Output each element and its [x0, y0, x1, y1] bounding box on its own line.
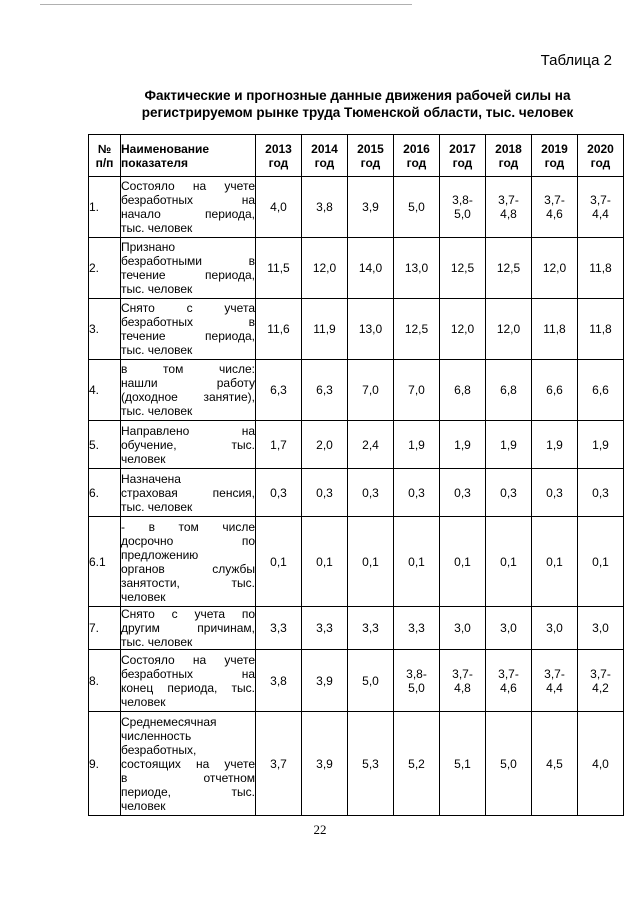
header-year-unit: год: [590, 155, 611, 170]
value-cell: [486, 469, 532, 517]
value-text: 1,9: [500, 437, 517, 452]
value-cell: [440, 299, 486, 360]
value-text: 0,1: [362, 554, 379, 569]
value-cell: [394, 650, 440, 712]
indicator-name: [121, 469, 256, 517]
header-year: [302, 135, 348, 177]
row-number: 9.: [89, 712, 121, 816]
value-cell: [394, 469, 440, 517]
value-text: 3,0: [500, 621, 517, 635]
value-cell: [302, 360, 348, 421]
value-text: 13,0: [404, 261, 429, 275]
value-cell: [532, 238, 578, 299]
value-text: 3,3: [316, 621, 333, 635]
indicator-name: [121, 607, 256, 650]
value-cell: [440, 469, 486, 517]
value-cell: [578, 712, 624, 816]
value-text: 5,0: [408, 200, 425, 214]
value-cell: [578, 177, 624, 238]
value-cell: [578, 469, 624, 517]
header-year-value: 2018: [495, 141, 522, 156]
indicator-name: [121, 177, 256, 238]
table-row: [89, 650, 624, 712]
indicator-name-line: Снято с учета по: [121, 607, 255, 621]
value-cell: [348, 712, 394, 816]
indicator-name-line: - в том числе: [121, 519, 255, 534]
header-year: [256, 135, 302, 177]
value-cell: [486, 360, 532, 421]
value-text: 6,6: [546, 383, 563, 397]
header-year-unit: год: [544, 155, 565, 170]
value-cell: [532, 177, 578, 238]
value-text: 1,7: [270, 437, 287, 452]
value-cell: [532, 607, 578, 650]
indicator-name-line: тыс. человек: [121, 404, 193, 418]
value-cell: [256, 650, 302, 712]
indicator-name-line: органов службы: [121, 561, 255, 576]
table-row: [89, 517, 624, 607]
value-cell: [348, 177, 394, 238]
header-row: [89, 135, 624, 177]
value-text: 3,7-: [590, 193, 611, 207]
indicator-name-line: Направлено на: [121, 423, 255, 438]
value-text: 1,9: [454, 437, 471, 452]
value-text: 0,1: [500, 554, 517, 569]
value-cell: [302, 177, 348, 238]
value-text: 4,4: [592, 207, 609, 221]
value-cell: [440, 607, 486, 650]
value-text: 12,0: [542, 261, 567, 275]
value-text: 2,4: [362, 437, 379, 452]
value-text: 11,8: [589, 322, 612, 336]
value-text: 3,9: [362, 200, 379, 214]
value-text: 12,0: [496, 322, 521, 336]
value-cell: [532, 712, 578, 816]
row-number: 3.: [89, 299, 121, 360]
value-cell: [486, 712, 532, 816]
value-text: 11,6: [267, 322, 290, 336]
indicator-name-line: человек: [121, 694, 166, 709]
top-rule: [40, 4, 412, 5]
value-text: 4,6: [500, 680, 517, 695]
value-text: 1,9: [408, 437, 425, 452]
value-text: 3,7-: [544, 193, 565, 207]
value-text: 0,3: [546, 485, 563, 500]
indicator-name: [121, 712, 256, 816]
indicator-name: [121, 517, 256, 607]
header-year-value: 2014: [311, 141, 338, 156]
value-cell: [440, 517, 486, 607]
row-number: 6.: [89, 469, 121, 517]
header-year-unit: год: [498, 155, 519, 170]
value-text: 3,8: [270, 673, 287, 688]
value-cell: [348, 421, 394, 469]
indicator-name-line: в том числе:: [121, 362, 255, 376]
indicator-name-line: периоде, тыс.: [121, 784, 255, 799]
header-year-unit: год: [314, 155, 335, 170]
indicator-name-line: тыс. человек: [121, 343, 193, 357]
value-cell: [578, 238, 624, 299]
value-cell: [532, 299, 578, 360]
value-cell: [440, 238, 486, 299]
value-cell: [486, 650, 532, 712]
header-year-value: 2016: [403, 141, 430, 156]
indicator-name-line: безработными в: [121, 254, 255, 268]
indicator-name-line: страховая пенсия,: [121, 485, 255, 500]
indicator-name-line: нашли работу: [121, 376, 255, 390]
value-cell: [486, 421, 532, 469]
indicator-name-line: Назначена: [121, 471, 181, 486]
indicator-name: [121, 360, 256, 421]
value-text: 4,0: [270, 200, 287, 214]
value-text: 4,8: [454, 680, 471, 695]
indicator-name-line: обучение, тыс.: [121, 437, 255, 452]
table-row: [89, 238, 624, 299]
value-cell: [440, 177, 486, 238]
header-year: [532, 135, 578, 177]
value-text: 0,3: [408, 485, 425, 500]
header-year: [440, 135, 486, 177]
header-year-value: 2020: [587, 141, 614, 156]
value-text: 3,8-: [452, 193, 473, 207]
indicator-name-line: другим причинам,: [121, 621, 255, 635]
indicator-name-line: человек: [121, 798, 166, 813]
value-cell: [440, 421, 486, 469]
value-text: 12,5: [450, 261, 475, 275]
value-cell: [256, 238, 302, 299]
value-cell: [532, 421, 578, 469]
value-text: 0,1: [454, 554, 471, 569]
value-text: 0,3: [454, 485, 471, 500]
value-text: 4,2: [592, 680, 609, 695]
value-text: 4,4: [546, 680, 563, 695]
table-title: Фактические и прогнозные данные движения рабочей силы на регистрируемом рынке труда Тюменской области, тыс. человек: [141, 88, 574, 120]
header-name: [121, 135, 256, 177]
value-cell: [394, 238, 440, 299]
indicator-name-line: тыс. человек: [121, 221, 193, 235]
value-cell: [486, 177, 532, 238]
value-cell: [302, 650, 348, 712]
header-year-value: 2015: [357, 141, 384, 156]
indicator-name-line: Состояло на учете: [121, 652, 255, 667]
table-row: [89, 607, 624, 650]
value-cell: [486, 517, 532, 607]
value-cell: [256, 421, 302, 469]
table-caption: Таблица 2: [540, 52, 612, 69]
indicator-name: [121, 650, 256, 712]
value-cell: [394, 299, 440, 360]
value-text: 0,3: [316, 485, 333, 500]
value-cell: [394, 421, 440, 469]
value-text: 11,9: [313, 322, 336, 336]
value-text: 3,8-: [406, 666, 427, 681]
value-text: 4,8: [500, 207, 517, 221]
value-cell: [394, 517, 440, 607]
value-text: 3,7-: [498, 193, 519, 207]
value-text: 6,6: [592, 383, 609, 397]
header-year: [486, 135, 532, 177]
value-cell: [532, 650, 578, 712]
table-body: [89, 177, 624, 816]
value-text: 0,1: [316, 554, 333, 569]
value-cell: [348, 517, 394, 607]
value-text: 12,5: [404, 322, 429, 336]
value-cell: [348, 299, 394, 360]
value-cell: [394, 607, 440, 650]
indicator-name-line: человек: [121, 451, 166, 466]
value-cell: [348, 360, 394, 421]
row-number: 4.: [89, 360, 121, 421]
value-text: 3,7-: [544, 666, 565, 681]
value-cell: [348, 650, 394, 712]
value-text: 3,8: [316, 200, 333, 214]
row-number: 7.: [89, 607, 121, 650]
value-text: 6,8: [454, 383, 471, 397]
table-row: [89, 421, 624, 469]
value-text: 1,9: [546, 437, 563, 452]
value-text: 0,1: [546, 554, 563, 569]
value-cell: [348, 607, 394, 650]
value-text: 0,1: [408, 554, 425, 569]
table-row: [89, 177, 624, 238]
value-cell: [578, 650, 624, 712]
value-text: 13,0: [358, 322, 383, 336]
value-text: 3,7-: [498, 666, 519, 681]
value-cell: [486, 607, 532, 650]
value-cell: [348, 469, 394, 517]
indicator-name-line: начало периода,: [121, 207, 255, 221]
header-year: [348, 135, 394, 177]
row-number: 1.: [89, 177, 121, 238]
header-num-line: п/п: [95, 155, 114, 170]
indicator-name-line: в отчетном: [121, 770, 255, 785]
header-year-value: 2017: [449, 141, 476, 156]
indicator-name-line: тыс. человек: [121, 282, 193, 296]
value-cell: [256, 712, 302, 816]
value-cell: [348, 238, 394, 299]
value-text: 5,1: [454, 756, 471, 771]
value-text: 5,0: [408, 680, 425, 695]
indicator-name-line: тыс. человек: [121, 499, 193, 514]
value-text: 3,0: [592, 621, 609, 635]
value-text: 5,2: [408, 756, 425, 771]
indicator-name: [121, 299, 256, 360]
value-text: 2,0: [316, 437, 333, 452]
indicator-name-line: численность: [121, 728, 192, 743]
value-text: 5,3: [362, 756, 379, 771]
page-number: 22: [313, 822, 327, 837]
value-cell: [440, 650, 486, 712]
value-text: 6,3: [270, 383, 287, 397]
value-text: 11,8: [589, 261, 612, 275]
table-row: [89, 469, 624, 517]
value-text: 3,3: [408, 621, 425, 635]
value-cell: [578, 607, 624, 650]
value-cell: [302, 421, 348, 469]
indicator-name-line: (доходное занятие),: [121, 390, 255, 404]
indicator-name-line: Признано: [121, 240, 176, 254]
value-text: 12,0: [450, 322, 475, 336]
value-text: 3,9: [316, 756, 333, 771]
row-number: 6.1: [89, 517, 121, 607]
header-year-value: 2013: [265, 141, 292, 156]
indicator-name-line: Состояло на учете: [121, 179, 255, 193]
indicator-name-line: конец периода, тыс.: [121, 680, 255, 695]
value-cell: [440, 360, 486, 421]
value-cell: [302, 607, 348, 650]
indicator-name-line: безработных в: [121, 315, 255, 329]
value-cell: [486, 299, 532, 360]
header-num: [89, 135, 121, 177]
value-cell: [532, 517, 578, 607]
value-cell: [302, 299, 348, 360]
value-text: 4,5: [546, 756, 563, 771]
table-row: [89, 299, 624, 360]
value-text: 0,3: [362, 485, 379, 500]
value-text: 5,0: [500, 756, 517, 771]
value-cell: [256, 360, 302, 421]
value-text: 3,7-: [452, 666, 473, 681]
value-cell: [578, 299, 624, 360]
row-number: 5.: [89, 421, 121, 469]
indicator-name-line: предложению: [121, 547, 199, 562]
value-cell: [440, 712, 486, 816]
indicator-name-line: тыс. человек: [121, 635, 193, 649]
value-cell: [394, 360, 440, 421]
value-cell: [302, 238, 348, 299]
header-year: [394, 135, 440, 177]
value-cell: [578, 517, 624, 607]
header-num-line: №: [97, 141, 112, 156]
value-text: 0,1: [592, 554, 609, 569]
header-year-value: 2019: [541, 141, 568, 156]
indicator-name-line: течение периода,: [121, 268, 255, 282]
value-cell: [578, 421, 624, 469]
value-cell: [302, 517, 348, 607]
row-number: 2.: [89, 238, 121, 299]
value-text: 0,1: [270, 554, 287, 569]
value-text: 3,9: [316, 673, 333, 688]
indicator-name-line: досрочно по: [121, 533, 255, 548]
value-text: 3,0: [546, 621, 563, 635]
value-cell: [256, 607, 302, 650]
value-text: 12,5: [496, 261, 521, 275]
value-text: 3,3: [270, 621, 287, 635]
value-cell: [256, 299, 302, 360]
value-text: 14,0: [358, 261, 383, 275]
header-year: [578, 135, 624, 177]
header-name-line: показателя: [121, 155, 189, 170]
value-text: 6,3: [316, 383, 333, 397]
indicator-name-line: Среднемесячная: [121, 714, 217, 729]
indicator-name-line: безработных на: [121, 193, 255, 207]
value-text: 0,3: [270, 485, 287, 500]
value-text: 0,3: [500, 485, 517, 500]
indicator-name-line: Снято с учета: [121, 301, 255, 315]
indicator-name-line: человек: [121, 589, 166, 604]
value-cell: [532, 360, 578, 421]
labor-data-table: [88, 134, 624, 816]
value-text: 6,8: [500, 383, 517, 397]
value-text: 7,0: [408, 383, 425, 397]
header-name-line: Наименование: [121, 141, 210, 156]
value-cell: [256, 517, 302, 607]
indicator-name-line: занятости, тыс.: [121, 575, 255, 590]
value-text: 11,5: [267, 261, 290, 275]
table-row: [89, 712, 624, 816]
value-text: 11,8: [543, 322, 566, 336]
value-text: 3,7-: [590, 666, 611, 681]
value-cell: [256, 469, 302, 517]
header-year-unit: год: [406, 155, 427, 170]
value-cell: [578, 360, 624, 421]
value-text: 1,9: [592, 437, 609, 452]
indicator-name-line: состоящих на учете: [121, 756, 255, 771]
value-text: 4,6: [546, 207, 563, 221]
value-text: 5,0: [362, 673, 379, 688]
indicator-name-line: безработных,: [121, 742, 197, 757]
value-cell: [486, 238, 532, 299]
row-number: 8.: [89, 650, 121, 712]
value-cell: [394, 177, 440, 238]
value-cell: [532, 469, 578, 517]
value-text: 7,0: [362, 383, 379, 397]
table-row: [89, 360, 624, 421]
header-year-unit: год: [268, 155, 289, 170]
value-cell: [394, 712, 440, 816]
value-text: 3,7: [270, 756, 287, 771]
value-text: 0,3: [592, 485, 609, 500]
value-cell: [256, 177, 302, 238]
indicator-name-line: течение периода,: [121, 329, 255, 343]
indicator-name-line: безработных на: [121, 666, 255, 681]
value-text: 4,0: [592, 756, 609, 771]
value-text: 3,0: [454, 621, 471, 635]
header-year-unit: год: [452, 155, 473, 170]
value-cell: [302, 469, 348, 517]
value-cell: [302, 712, 348, 816]
value-text: 5,0: [454, 207, 471, 221]
value-text: 3,3: [362, 621, 379, 635]
value-text: 12,0: [312, 261, 337, 275]
indicator-name: [121, 421, 256, 469]
indicator-name: [121, 238, 256, 299]
header-year-unit: год: [360, 155, 381, 170]
